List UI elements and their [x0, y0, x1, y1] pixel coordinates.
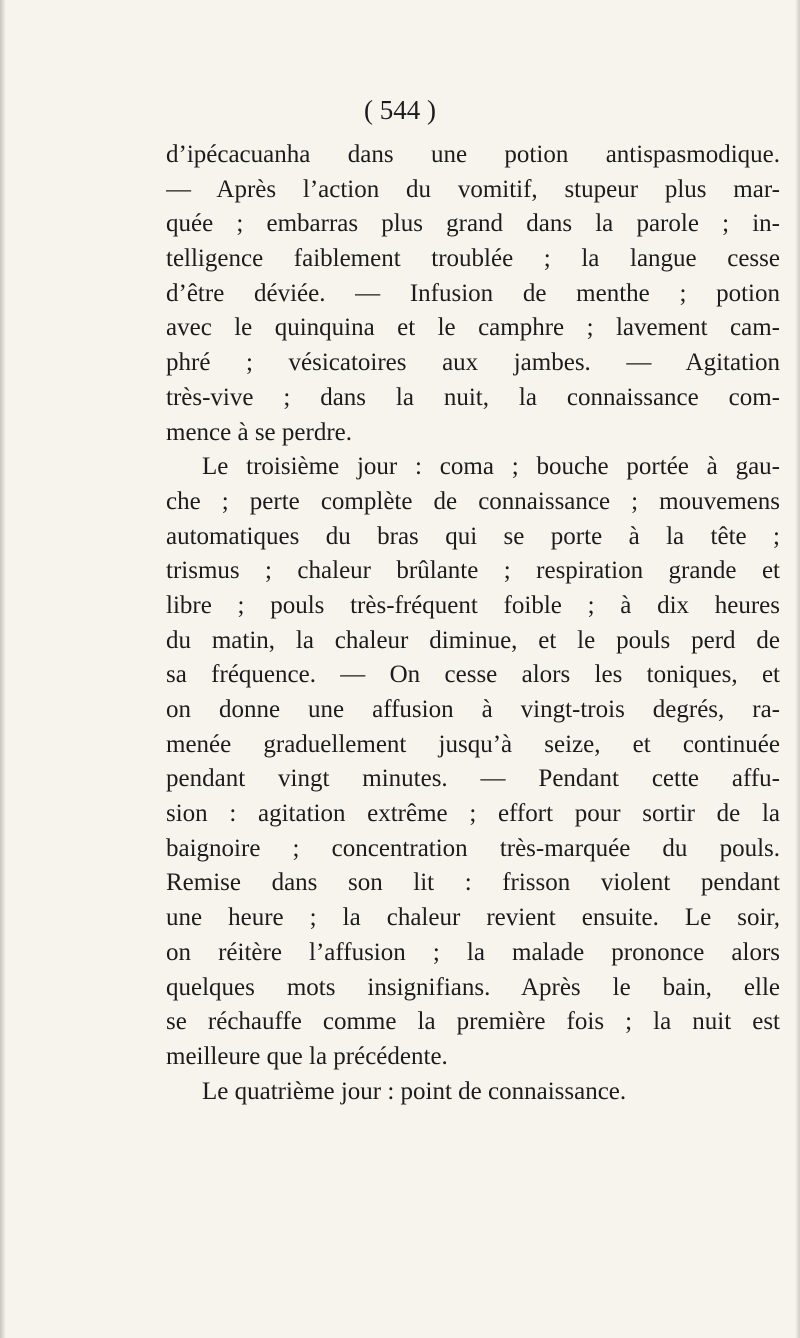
text-line: sion : agitation extrême ; effort pour sortir de la [166, 800, 780, 828]
text-line: trismus ; chaleur brûlante ; respiration grande et [166, 557, 780, 585]
page-number: ( 544 ) [364, 95, 436, 125]
text-line: Le quatrième jour : point de connaissance. [202, 1077, 627, 1105]
text-line: telligence faiblement troublée ; la langue cesse [166, 245, 780, 273]
text-line: mence à se perdre. [166, 418, 352, 446]
text-line: quelques mots insignifians. Après le bain, elle [166, 973, 780, 1001]
page-edge-left [0, 0, 6, 1338]
text-line: menée graduellement jusqu’à seize, et continuée [166, 730, 780, 758]
text-line: meilleure que la précédente. [166, 1042, 448, 1070]
text-line: on donne une affusion à vingt-trois degrés, ra- [166, 696, 780, 723]
body-text [166, 138, 780, 1109]
text-line: avec le quinquina et le camphre ; lavement cam- [166, 314, 780, 342]
text-line: se réchauffe comme la première fois ; la nuit est [166, 1008, 780, 1036]
text-line: Le troisième jour : coma ; bouche portée à gau- [202, 453, 780, 481]
text-line: très-vive ; dans la nuit, la connaissance com- [166, 383, 780, 411]
text-line: on réitère l’affusion ; la malade prononce alors [166, 938, 780, 966]
text-line: une heure ; la chaleur revient ensuite. Le soir, [166, 904, 780, 932]
text-line: baignoire ; concentration très-marquée du pouls. [166, 834, 780, 862]
text-line: d’être déviée. — Infusion de menthe ; potion [166, 279, 780, 307]
text-line: sa fréquence. — On cesse alors les toniques, et [166, 661, 780, 689]
text-line: automatiques du bras qui se porte à la tête ; [166, 522, 780, 550]
text-line: phré ; vésicatoires aux jambes. — Agitation [166, 349, 780, 377]
text-line: pendant vingt minutes. — Pendant cette affu- [166, 765, 780, 793]
text-line: libre ; pouls très-fréquent foible ; à dix heures [166, 591, 780, 619]
text-line: che ; perte complète de connaissance ; mouvemens [166, 487, 780, 515]
text-line: du matin, la chaleur diminue, et le pouls perd de [166, 626, 780, 654]
text-line: — Après l’action du vomitif, stupeur plus mar- [166, 175, 780, 203]
page-edge-right [795, 0, 800, 1338]
text-line: quée ; embarras plus grand dans la parole ; in- [166, 210, 780, 238]
text-line: Remise dans son lit : frisson violent pendant [166, 869, 780, 897]
text-line: d’ipécacuanha dans une potion antispasmodique. [166, 141, 780, 168]
